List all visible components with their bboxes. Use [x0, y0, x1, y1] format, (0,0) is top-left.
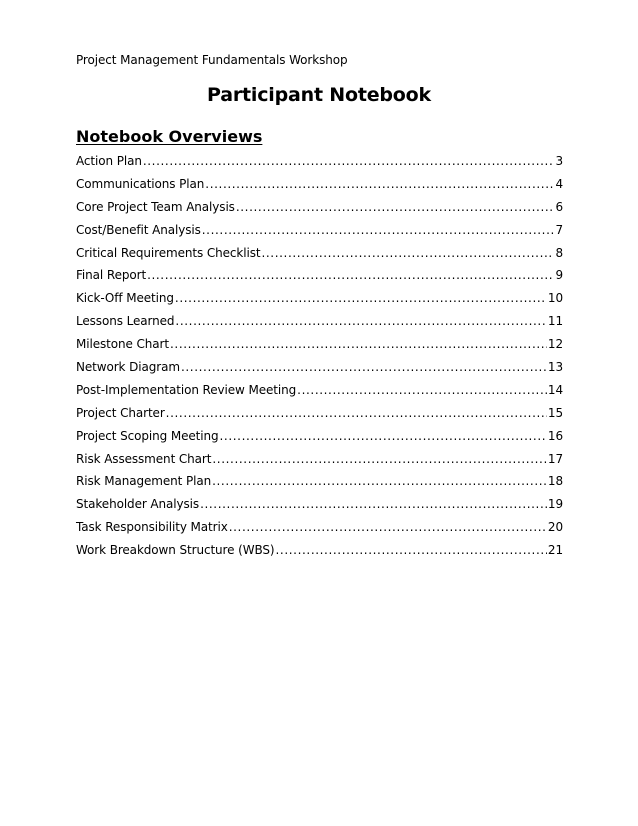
dot-leader [205, 177, 554, 191]
toc-entry-label: Task Responsibility Matrix [76, 520, 228, 535]
toc-entry-task-responsibility-matrix[interactable] [76, 520, 563, 543]
toc-page-number: 6 [555, 199, 563, 214]
toc-entry-label: Post-Implementation Review Meeting [76, 382, 297, 397]
dot-leader [220, 429, 547, 443]
toc-entry-lessons-learned[interactable] [76, 314, 563, 337]
toc-entry-project-scoping-meeting[interactable] [76, 429, 563, 452]
toc-entry-label: Risk Assessment Chart [76, 451, 212, 466]
toc-entry-network-diagram[interactable] [76, 360, 563, 383]
toc-entry-label: Lessons Learned [76, 314, 175, 329]
toc-entry-label: Cost/Benefit Analysis [76, 222, 201, 237]
toc-page-number: 20 [547, 520, 563, 535]
toc-page-number: 13 [547, 360, 563, 375]
toc-page-number: 18 [547, 474, 563, 489]
toc-entry-label: Milestone Chart [76, 337, 169, 352]
toc-page-number: 4 [555, 176, 563, 191]
toc-page-number: 10 [547, 291, 563, 306]
dot-leader [212, 474, 547, 488]
section-heading: Notebook Overviews [76, 127, 263, 146]
toc-page-number: 21 [547, 543, 563, 558]
toc-page-number: 7 [555, 222, 563, 237]
dot-leader [236, 200, 555, 214]
toc-entry-kick-off-meeting[interactable] [76, 291, 563, 314]
toc-entry-risk-assessment-chart[interactable] [76, 452, 563, 475]
toc-entry-risk-management-plan[interactable] [76, 474, 563, 497]
dot-leader [175, 314, 547, 328]
toc-entry-action-plan[interactable] [76, 154, 563, 177]
toc-entry-label: Final Report [76, 268, 147, 283]
toc-entry-project-charter[interactable] [76, 406, 563, 429]
dot-leader [212, 452, 547, 466]
toc-page-number: 3 [555, 154, 563, 168]
toc-entry-label: Critical Requirements Checklist [76, 245, 261, 260]
toc-page-number: 12 [547, 337, 563, 352]
dot-leader [200, 497, 547, 511]
running-header: Project Management Fundamentals Workshop [76, 53, 348, 67]
toc-entry-label: Core Project Team Analysis [76, 199, 235, 214]
toc-entry-critical-requirements-checklist[interactable] [76, 246, 563, 269]
dot-leader [143, 154, 555, 168]
dot-leader [166, 406, 547, 420]
toc-page-number: 15 [547, 405, 563, 420]
toc-entry-post-implementation-review-meeting[interactable] [76, 383, 563, 406]
toc-page-number: 14 [547, 382, 563, 397]
table-of-contents [76, 154, 563, 566]
toc-entry-label: Communications Plan [76, 176, 205, 191]
toc-entry-label: Work Breakdown Structure (WBS) [76, 543, 275, 558]
toc-page-number: 11 [547, 314, 563, 329]
dot-leader [147, 268, 554, 282]
toc-entry-stakeholder-analysis[interactable] [76, 497, 563, 520]
dot-leader [276, 543, 547, 557]
toc-entry-work-breakdown-structure[interactable] [76, 543, 563, 566]
toc-entry-label: Project Scoping Meeting [76, 428, 219, 443]
toc-entry-communications-plan[interactable] [76, 177, 563, 200]
dot-leader [170, 337, 547, 351]
toc-page-number: 17 [547, 451, 563, 466]
dot-leader [261, 246, 554, 260]
dot-leader [297, 383, 547, 397]
toc-entry-label: Action Plan [76, 154, 142, 168]
toc-entry-label: Project Charter [76, 405, 165, 420]
toc-entry-milestone-chart[interactable] [76, 337, 563, 360]
toc-page-number: 9 [555, 268, 563, 283]
dot-leader [202, 223, 555, 237]
toc-entry-final-report[interactable] [76, 268, 563, 291]
toc-entry-core-project-team-analysis[interactable] [76, 200, 563, 223]
toc-entry-label: Risk Management Plan [76, 474, 212, 489]
toc-entry-label: Kick-Off Meeting [76, 291, 174, 306]
toc-entry-label: Network Diagram [76, 360, 180, 375]
toc-entry-label: Stakeholder Analysis [76, 497, 200, 512]
toc-page-number: 8 [555, 245, 563, 260]
page-title: Participant Notebook [207, 84, 431, 106]
toc-entry-cost-benefit-analysis[interactable] [76, 223, 563, 246]
dot-leader [181, 360, 547, 374]
dot-leader [175, 291, 547, 305]
dot-leader [229, 520, 547, 534]
toc-page-number: 16 [547, 428, 563, 443]
toc-page-number: 19 [547, 497, 563, 512]
